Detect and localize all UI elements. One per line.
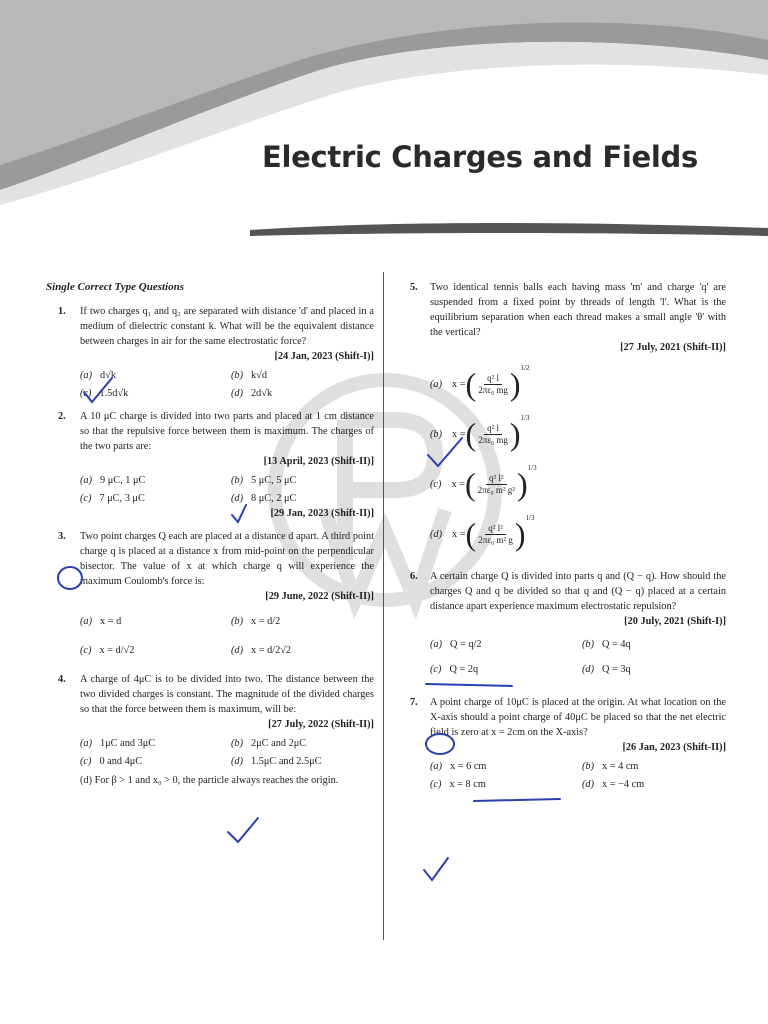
options bbox=[430, 759, 726, 792]
exam-source: [27 July, 2021 (Shift-II)] bbox=[620, 342, 726, 353]
option-a[interactable]: (a) x = ( $\frac{\text{q² l}}{\text{2πε₀ mg}}$ ) 1/2 bbox=[430, 364, 530, 402]
column-divider bbox=[383, 272, 384, 940]
question-number: 7. bbox=[410, 697, 418, 708]
option-d[interactable]: (d) x = ( $\frac{\text{q² l²}}{\text{2πε₀ m² g}}$ ) 1/3 bbox=[430, 514, 535, 552]
option-c[interactable]: (c) 0 and 4μC bbox=[80, 756, 143, 767]
option-d[interactable]: (d) x = −4 cm bbox=[582, 779, 645, 790]
option-c[interactable]: (c) Q = 2q bbox=[430, 664, 479, 675]
question-1 bbox=[46, 304, 374, 401]
option-d[interactable]: (d) 2d√k bbox=[231, 388, 273, 399]
option-c[interactable]: (c) 1.5d√k bbox=[80, 388, 129, 399]
question-7 bbox=[408, 695, 726, 792]
question-text: A certain charge Q is divided into parts q and (Q − q). How should the charges Q and q be divided so that q and (Q − q) placed at a certain distance apart experience maximum electrostatic repulsion? bbox=[430, 571, 726, 612]
option-b[interactable]: (b) Q = 4q bbox=[582, 639, 631, 650]
exam-source-secondary: [29 Jan, 2023 (Shift-II)] bbox=[270, 508, 374, 519]
question-text: Two identical tennis balls each having mass 'm' and charge 'q' are suspended from a fixed point by threads of length 'l'. What is the equilibrium separation when each thread makes a small angle 'θ' with the vertical? bbox=[430, 282, 726, 338]
exam-source: [26 Jan, 2023 (Shift-II)] bbox=[622, 742, 726, 753]
question-number: 5. bbox=[410, 282, 418, 293]
question-5 bbox=[408, 280, 726, 559]
page-title: Electric Charges and Fields bbox=[262, 140, 698, 174]
question-4 bbox=[46, 672, 374, 788]
question-text: A 10 μC charge is divided into two parts and placed at 1 cm distance so that the repulsive force between them is maximum. The charges of the two parts are: bbox=[80, 411, 374, 452]
option-b[interactable]: (b) x = 4 cm bbox=[582, 761, 639, 772]
question-number: 6. bbox=[410, 571, 418, 582]
exam-source: [29 June, 2022 (Shift-II)] bbox=[265, 591, 374, 602]
stray-option-text: (d) For β > 1 and x₀ > 0, the particle always reaches the origin. bbox=[80, 775, 339, 786]
option-b[interactable]: (b) x = d/2 bbox=[231, 616, 281, 627]
question-text: A point charge of 10μC is placed at the origin. At what location on the X-axis should a point charge of 40μC be placed so that the net electric field is zero at x = 2cm on the X-axis? bbox=[430, 697, 726, 738]
tick-mark-icon bbox=[228, 818, 258, 842]
options bbox=[430, 359, 726, 559]
options bbox=[80, 368, 374, 401]
question-3 bbox=[46, 529, 374, 658]
option-d[interactable]: (d) x = d/2√2 bbox=[231, 645, 292, 656]
option-a[interactable]: (a) d√k bbox=[80, 370, 116, 381]
exam-source: [13 April, 2023 (Shift-II)] bbox=[263, 456, 374, 467]
option-a[interactable]: (a) 1μC and 3μC bbox=[80, 738, 156, 749]
option-a[interactable]: (a) 9 μC, 1 μC bbox=[80, 475, 146, 486]
options bbox=[80, 736, 374, 769]
question-number: 1. bbox=[58, 306, 66, 317]
option-d[interactable]: (d) 8 μC, 2 μC bbox=[231, 493, 297, 504]
section-heading: Single Correct Type Questions bbox=[46, 281, 185, 293]
option-b[interactable]: (b) 5 μC, 5 μC bbox=[231, 475, 297, 486]
option-d[interactable]: (d) Q = 3q bbox=[582, 664, 631, 675]
question-text: Two point charges Q each are placed at a distance d apart. A third point charge q is placed at a distance x from mid-point on the perpendicular bisector. The value of x at which charge q will experience the maximum Coulomb's force is: bbox=[80, 531, 374, 587]
option-a[interactable]: (a) Q = q/2 bbox=[430, 639, 482, 650]
option-b[interactable]: (b) 2μC and 2μC bbox=[231, 738, 307, 749]
options bbox=[430, 637, 726, 677]
underline-mark-icon bbox=[474, 799, 560, 801]
option-b[interactable]: (b) k√d bbox=[231, 370, 267, 381]
options bbox=[80, 614, 374, 658]
header-banner bbox=[0, 0, 768, 240]
option-c[interactable]: (c) x = ( $\frac{\text{q² l²}}{\text{2πε₀ m² g²}}$ ) 1/3 bbox=[430, 464, 537, 502]
exam-source: [27 July, 2022 (Shift-II)] bbox=[268, 719, 374, 730]
option-c[interactable]: (c) x = d/√2 bbox=[80, 645, 135, 656]
right-column bbox=[408, 280, 726, 792]
question-number: 2. bbox=[58, 411, 66, 422]
question-number: 3. bbox=[58, 531, 66, 542]
option-d[interactable]: (d) 1.5μC and 2.5μC bbox=[231, 756, 322, 767]
question-text: If two charges q₁ and q₂ are separated with distance 'd' and placed in a medium of dielectric constant k. What will be the equivalent distance between charges in air for the same electrostatic force? bbox=[80, 306, 374, 347]
question-2 bbox=[46, 409, 374, 521]
option-a[interactable]: (a) x = d bbox=[80, 616, 122, 627]
left-column bbox=[46, 280, 374, 788]
exam-source: [20 July, 2021 (Shift-I)] bbox=[624, 616, 726, 627]
option-c[interactable]: (c) x = 8 cm bbox=[430, 779, 486, 790]
question-number: 4. bbox=[58, 674, 66, 685]
option-b[interactable]: (b) x = ( $\frac{\text{q² l}}{\text{2πε₀ mg}}$ ) 1/3 bbox=[430, 414, 530, 452]
exam-source: [24 Jan, 2023 (Shift-I)] bbox=[274, 351, 374, 362]
tick-mark-icon bbox=[424, 858, 448, 880]
question-text: A charge of 4μC is to be divided into two. The distance between the two divided charges is constant. The magnitude of the divided charges so that the force between them is maximum, will be: bbox=[80, 674, 374, 715]
question-6 bbox=[408, 569, 726, 677]
option-c[interactable]: (c) 7 μC, 3 μC bbox=[80, 493, 145, 504]
options bbox=[80, 473, 374, 506]
option-a[interactable]: (a) x = 6 cm bbox=[430, 761, 487, 772]
